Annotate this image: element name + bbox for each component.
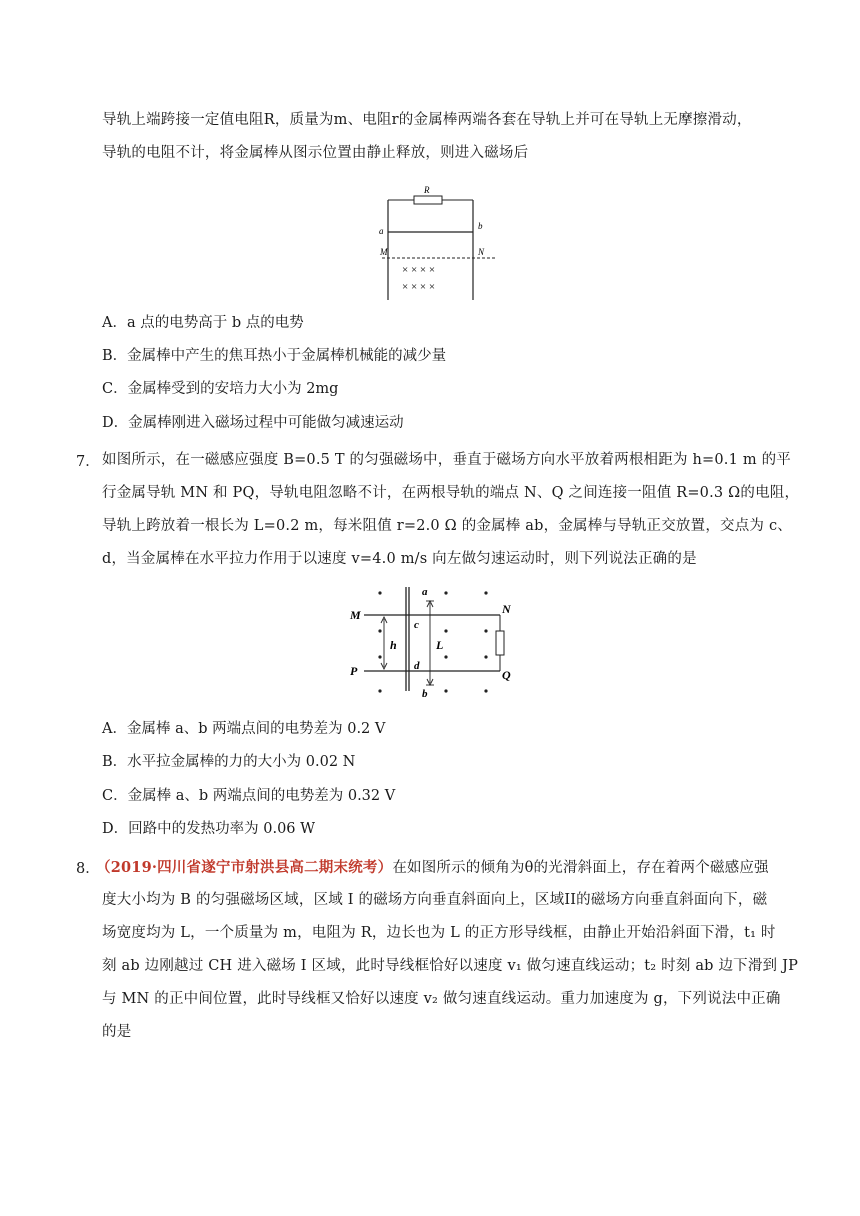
point-label-M: M bbox=[350, 608, 361, 622]
q6-text-line-2: 导轨的电阻不计，将金属棒从图示位置由静止释放，则进入磁场后 bbox=[102, 145, 529, 161]
magnetic-field-cross-row-1: × × × × bbox=[402, 264, 436, 276]
q7-option-d: D．回路中的发热功率为 0.06 W bbox=[102, 821, 316, 837]
q8-text-line-3: 场宽度均为 L，一个质量为 m，电阻为 R，边长也为 L 的正方形导线框，由静止开始沿斜面下滑，t₁ 时 bbox=[102, 925, 776, 941]
q7-text-line-4: d，当金属棒在水平拉力作用于以速度 v=4.0 m/s 向左做匀速运动时，则下列说法正确的是 bbox=[102, 551, 697, 567]
q7-text-line-2: 行金属导轨 MN 和 PQ，导轨电阻忽略不计，在两根导轨的端点 N、Q 之间连接一阻值 R=0.3 Ω的电阻， bbox=[102, 485, 800, 501]
q8-text-line-2: 度大小均为 B 的匀强磁场区域，区域 I 的磁场方向垂直斜面向上，区域II的磁场方向垂直斜面向下，磁 bbox=[102, 892, 768, 908]
q6-figure-rails-diagram bbox=[370, 184, 500, 302]
point-label-P: P bbox=[350, 664, 358, 678]
q6-option-a: A．a 点的电势高于 b 点的电势 bbox=[102, 315, 304, 331]
point-label-N: N bbox=[502, 602, 511, 616]
q8-text-line-4: 刻 ab 边刚越过 CH 进入磁场 I 区域，此时导线框恰好以速度 v₁ 做匀速直线运动；t₂ 时刻 ab 边下滑到 JP bbox=[102, 958, 799, 974]
q6-option-c: C．金属棒受到的安培力大小为 2mg bbox=[102, 381, 339, 397]
dimension-label-L: L bbox=[436, 638, 444, 652]
q7-text-line-3: 导轨上跨放着一根长为 L=0.2 m，每米阻值 r=2.0 Ω 的金属棒 ab，金属棒与导轨正交放置，交点为 c、 bbox=[102, 518, 792, 534]
q7-figure-rails-diagram bbox=[344, 583, 520, 701]
point-label-a: a bbox=[422, 586, 428, 598]
point-label-b: b bbox=[478, 221, 483, 231]
q7-number: 7． bbox=[76, 454, 100, 470]
q8-text-line-5: 与 MN 的正中间位置，此时导线框又恰好以速度 v₂ 做匀速直线运动。重力加速度为 g，下列说法中正确 bbox=[102, 991, 781, 1007]
q7-text-line-1: 如图所示，在一磁感应强度 B=0.5 T 的匀强磁场中，垂直于磁场方向水平放着两根相距为 h=0.1 m 的平 bbox=[102, 452, 791, 468]
point-label-N: N bbox=[478, 247, 485, 257]
q7-option-c: C．金属棒 a、b 两端点间的电势差为 0.32 V bbox=[102, 788, 396, 804]
q6-option-b: B．金属棒中产生的焦耳热小于金属棒机械能的减少量 bbox=[102, 348, 447, 364]
point-label-c: c bbox=[414, 619, 419, 631]
q6-text-line-1: 导轨上端跨接一定值电阻R，质量为m、电阻r的金属棒两端各套在导轨上并可在导轨上无摩擦滑动， bbox=[102, 112, 752, 128]
point-label-a: a bbox=[379, 226, 384, 236]
magnetic-field-cross-row-2: × × × × bbox=[402, 281, 436, 293]
q8-number: 8． bbox=[76, 861, 100, 877]
point-label-d: d bbox=[414, 660, 420, 672]
resistor-label-R: R bbox=[424, 185, 430, 195]
q8-line-1-text: 在如图所示的倾角为θ的光滑斜面上，存在着两个磁感应强 bbox=[392, 860, 769, 876]
q8-text-line-1 bbox=[96, 851, 769, 885]
dimension-label-h: h bbox=[390, 638, 397, 652]
q7-option-b: B．水平拉金属棒的力的大小为 0.02 N bbox=[102, 754, 356, 770]
q6-option-d: D．金属棒刚进入磁场过程中可能做匀减速运动 bbox=[102, 415, 404, 431]
point-label-b: b bbox=[422, 688, 428, 700]
q7-option-a: A．金属棒 a、b 两端点间的电势差为 0.2 V bbox=[102, 721, 386, 737]
q8-text-line-6: 的是 bbox=[102, 1024, 132, 1040]
q8-source-tag: （2019·四川省遂宁市射洪县高二期末统考） bbox=[96, 859, 393, 876]
point-label-M: M bbox=[380, 247, 388, 257]
point-label-Q: Q bbox=[502, 668, 511, 682]
